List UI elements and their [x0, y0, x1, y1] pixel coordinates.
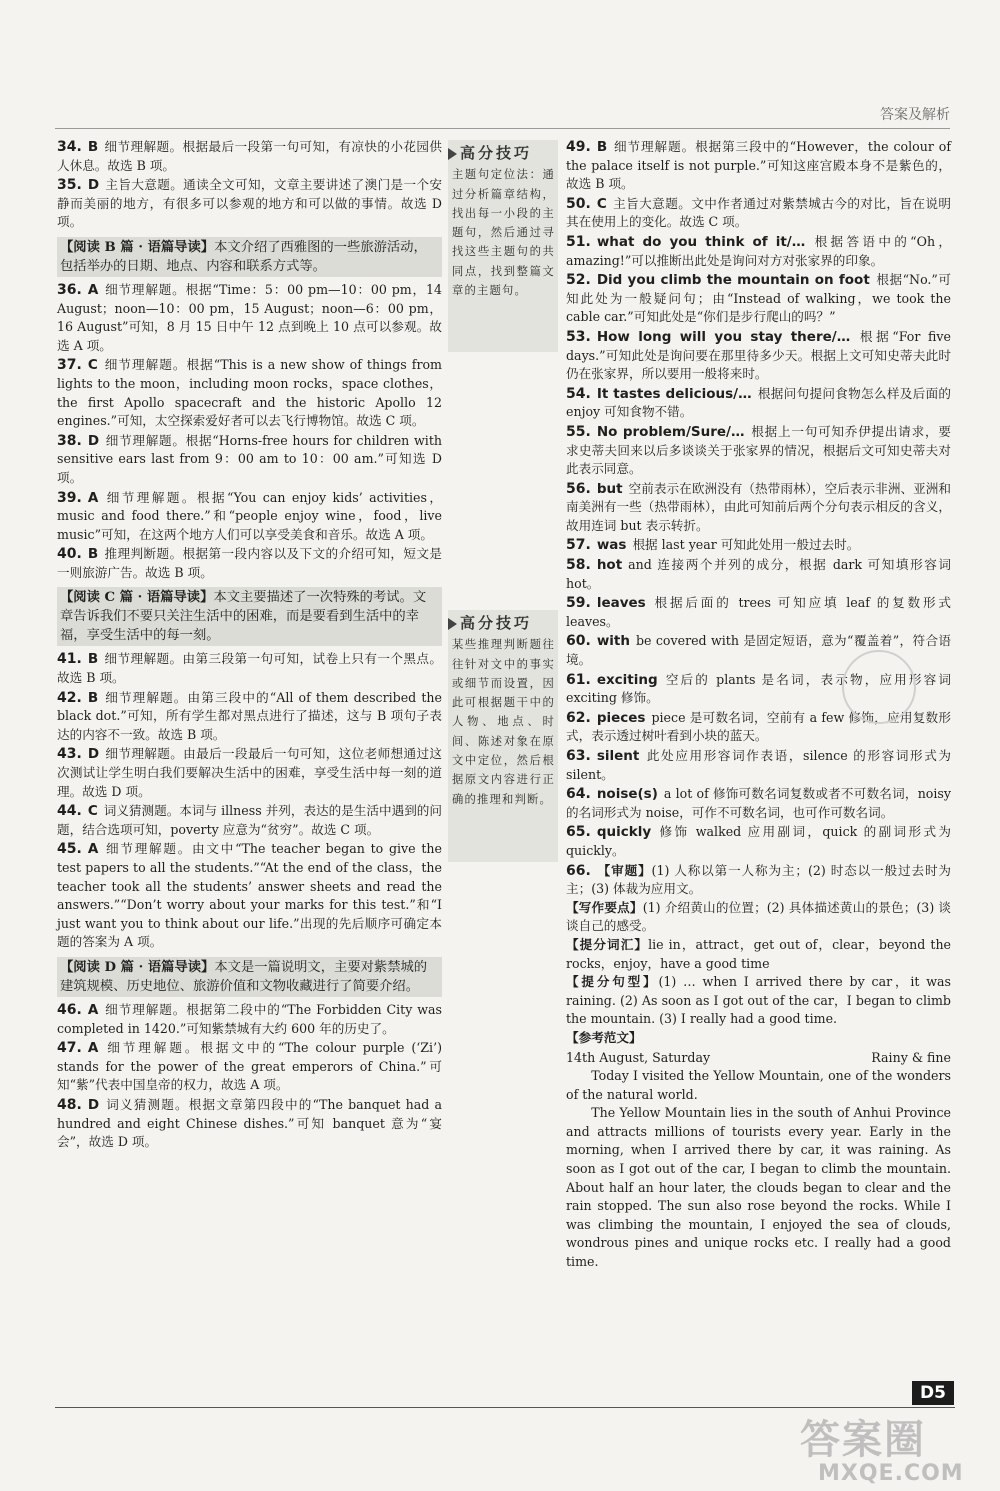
- item-answer: pieces: [596, 709, 646, 726]
- reading-guide-d: [57, 957, 442, 997]
- item-explanation: 根据“No.”可知此处为一般疑问句；由“Instead of walking，we took the cable car.”可知此处是“你们是步行爬山的吗？”: [566, 272, 952, 325]
- header-title: 答案及解析: [880, 107, 950, 123]
- item-answer: B: [87, 139, 99, 155]
- item-answer: C: [87, 357, 98, 374]
- arrow-icon: [448, 148, 457, 160]
- item-number: 64.: [566, 786, 591, 803]
- item-answer: A: [87, 489, 99, 506]
- answer-item-39: [57, 489, 442, 545]
- item-number: 63.: [566, 748, 591, 764]
- item-explanation: 细节理解题。由第三段第一句可知，试卷上只有一个黑点。故选 B 项。: [57, 651, 442, 686]
- writing-cihui: [566, 936, 951, 973]
- item-number: 34.: [57, 139, 82, 155]
- item-answer: with: [596, 633, 630, 650]
- item-number: 55.: [566, 423, 591, 440]
- item-number: 42.: [57, 689, 82, 706]
- item-number: 36.: [57, 281, 82, 298]
- item-explanation: 细节理解题。由第三段中的“All of them described the black dot.”可知，所有学生都对黑点进行了描述，这与 B 项句子表达的内容不一致。故选 B 项。: [57, 689, 442, 742]
- guide-title: 【阅读 D 篇 · 语篇导读】: [60, 959, 215, 975]
- reading-guide-b: [57, 237, 442, 277]
- answer-item-51: [566, 233, 951, 270]
- item-answer: D: [87, 1096, 100, 1113]
- writing-juxing: [566, 973, 951, 1029]
- item-number: 54.: [566, 385, 591, 402]
- answer-item-64: [566, 785, 951, 822]
- essay-paragraph: Today I visited the Yellow Mountain, one of the wonders of the natural world.: [566, 1068, 951, 1102]
- item-explanation: 根据后面的 trees 可知应填 leaf 的复数形式 leaves。: [566, 595, 951, 629]
- item-explanation: 推理判断题。根据第一段内容以及下文的介绍可知，短文是一则旅游广告。故选 B 项。: [57, 546, 442, 580]
- answer-item-43: [57, 745, 442, 801]
- item-explanation: 词义猜测题。本词与 illness 并列，表达的是生活中遇到的问题，结合选项可知，poverty 应意为“贫穷”。故选 C 项。: [57, 803, 442, 837]
- left-column: [57, 138, 442, 1153]
- item-number: 56.: [566, 480, 591, 497]
- answer-item-56: [566, 480, 951, 536]
- tip-title-text: 高分技巧: [460, 144, 533, 162]
- diary-weather: Rainy & fine: [871, 1049, 951, 1065]
- item-number: 66.: [566, 862, 591, 879]
- item-explanation: 根据答语中的“Oh，amazing!”可以推断出此处是询问对方对张家界的印象。: [566, 233, 951, 268]
- tip-body: 主题句定位法：通过分析篇章结构，找出每一小段的主题句，然后通过寻找这些主题句的共同点，找到整篇文章的主题句。: [452, 168, 555, 298]
- answer-item-65: [566, 823, 951, 860]
- juxing-label: 【提分句型】: [566, 974, 659, 990]
- item-number: 49.: [566, 139, 591, 155]
- answer-item-63: [566, 747, 951, 784]
- writing-yaodian: [566, 899, 951, 936]
- item-number: 62.: [566, 709, 591, 726]
- item-answer: D: [87, 746, 100, 763]
- item-explanation: 根据上一句可知乔伊提出请求，要求史蒂夫回来以后多谈谈关于张家界的情况，根据后文可知史蒂夫对此表示同意。: [566, 423, 951, 477]
- item-explanation: a lot of 修饰可数名词复数或者不可数名词，noisy 的名词形式为 noise，可作不可数名词，也可作可数名词。: [566, 786, 951, 820]
- item-answer: B: [87, 546, 99, 563]
- item-explanation: 细节理解题。根据文中的“The colour purple (‘Zi’) stands for the power of the great emperors of China.”可知“紫”代表中国皇帝的权力，故选 A 项。: [57, 1040, 442, 1093]
- item-answer: quickly: [596, 824, 652, 841]
- answer-item-35: [57, 176, 442, 232]
- yaodian-label: 【写作要点】: [566, 899, 643, 915]
- item-answer: D: [87, 177, 100, 194]
- item-explanation: 词义猜测题。根据文章第四段中的“The banquet had a hundred and eight Chinese dishes.”可知 banquet 意为“宴会”，故选 D 项。: [57, 1096, 442, 1150]
- answer-item-44: [57, 802, 442, 839]
- answer-item-41: [57, 650, 442, 687]
- item-explanation: 修饰 walked 应用副词，quick 的副词形式为 quickly。: [566, 824, 951, 858]
- logo-domain: MXQE.COM: [818, 1461, 964, 1486]
- guide-text: 本文是一篇说明文，主要对紫禁城的建筑规模、历史地位、旅游价值和文物收藏进行了简要介绍。: [60, 959, 428, 994]
- writing-shenti: [566, 862, 951, 899]
- answer-item-37: [57, 356, 442, 430]
- shenti-label: 【审题】: [596, 862, 652, 878]
- item-number: 52.: [566, 272, 591, 289]
- item-explanation: 细节理解题。根据“This is a new show of things from lights to the moon，including moon rocks，space clothes，the first Apollo spacecraft and the historic Apollo 12 engines.”可知，太空探索爱好者可以去飞行博物馆。故选 C 项。: [57, 357, 442, 429]
- item-answer: hot: [596, 557, 623, 574]
- item-number: 40.: [57, 546, 82, 563]
- arrow-icon: [448, 618, 457, 630]
- guide-title: 【阅读 B 篇 · 语篇导读】: [60, 239, 215, 255]
- item-number: 46.: [57, 1001, 82, 1018]
- item-answer: but: [596, 480, 623, 497]
- item-answer: A: [87, 281, 99, 298]
- essay-paragraph: The Yellow Mountain lies in the south of Anhui Province and attracts millions of tourists every year. Early in the morning, when I arrived there by car, it was raining. As soon as I got out of the car, I began to climb the mountain. About half an hour later, the clouds began to clear and the rain stopped. The sun also rose beyond the rocks. While I was climbing the mountain, I enjoyed the sea of clouds, wondrous pines and unique rocks etc. I really had a good time.: [566, 1105, 951, 1270]
- answer-item-52: [566, 271, 951, 327]
- tip-body: 某些推理判断题往往针对文中的事实或细节而设置，因此可根据题干中的人物、地点、时间、陈述对象在原文中定位，然后根据原文内容进行正确的推理和判断。: [452, 638, 555, 806]
- answer-item-46: [57, 1001, 442, 1038]
- item-number: 51.: [566, 233, 591, 250]
- item-answer: B: [87, 651, 99, 668]
- answer-item-42: [57, 689, 442, 745]
- item-explanation: 细节理解题。由文中“The teacher began to give the test papers to all the students.”“At the end of the class，the teacher took all the students’ answer sheets and read the answers.”“Don’t worry about your marks for this test.”和“I just want you to think about our life.”出现的先后顺序可确定本题的答案为 A 项。: [57, 841, 442, 950]
- answer-item-38: [57, 432, 442, 488]
- guide-text: 本文介绍了西雅图的一些旅游活动，包括举办的日期、地点、内容和联系方式等。: [60, 239, 427, 274]
- answer-item-55: [566, 423, 951, 479]
- item-number: 57.: [566, 537, 591, 554]
- cihui-label: 【提分词汇】: [566, 936, 649, 952]
- item-number: 53.: [566, 328, 591, 345]
- diary-header: [566, 1049, 951, 1068]
- item-explanation: 细节理解题。由最后一段最后一句可知，这位老师想通过这次测试让学生明白我们要解决生活中的困难，享受生活中每一刻的道理。故选 D 项。: [57, 746, 442, 799]
- reading-guide-c: [57, 587, 442, 646]
- juxing-text: (1) … when I arrived there by car，it was raining. (2) As soon as I got out of the car，I began to climb the mountain. (3) I really had a good time.: [566, 974, 952, 1027]
- side-tip-1: [448, 140, 558, 352]
- item-number: 38.: [57, 432, 82, 449]
- fanwen-label: 【参考范文】: [566, 1029, 642, 1045]
- answer-item-59: [566, 594, 951, 631]
- item-explanation: 细节理解题。根据最后一段第一句可知，有凉快的小花园供人休息。故选 B 项。: [57, 139, 442, 173]
- guide-title: 【阅读 C 篇 · 语篇导读】: [60, 590, 214, 606]
- item-number: 35.: [57, 177, 82, 194]
- item-number: 47.: [57, 1040, 82, 1057]
- diary-date: 14th August, Saturday: [566, 1049, 711, 1065]
- item-number: 60.: [566, 633, 591, 650]
- answer-item-58: [566, 556, 951, 593]
- item-explanation: 细节理解题。根据第二段中的“The Forbidden City was completed in 1420.”可知紫禁城有大约 600 年的历史了。: [57, 1001, 442, 1036]
- shenti-text: (1) 人称以第一人称为主；(2) 时态以一般过去时为主；(3) 体裁为应用文。: [566, 862, 951, 897]
- item-answer: noise(s): [596, 786, 658, 803]
- header-rule: [55, 128, 950, 129]
- cihui-text: lie in，attract，get out of，clear，beyond the rocks，enjoy，have a good time: [566, 936, 952, 971]
- answer-item-57: [566, 536, 951, 555]
- item-explanation: and 连接两个并列的成分，根据 dark 可知填形容词 hot。: [566, 557, 951, 591]
- item-explanation: be covered with 是固定短语，意为“覆盖着”，符合语境。: [566, 633, 951, 668]
- item-explanation: 根据问句提问食物怎么样及后面的 enjoy 可知食物不错。: [566, 385, 951, 420]
- writing-section: [566, 862, 951, 1272]
- answer-item-50: [566, 195, 951, 232]
- item-answer: exciting: [596, 671, 658, 688]
- item-answer: How long will you stay there/…: [596, 328, 851, 345]
- writing-fanwen-label: [566, 1029, 951, 1048]
- answer-item-49: [566, 138, 951, 194]
- item-explanation: 空前表示在欧洲没有（热带雨林），空后表示非洲、亚洲和南美洲有一些（热带雨林），由此可知前后两个分句表示相反的含义，故用连词 but 表示转折。: [566, 480, 951, 533]
- item-answer: Did you climb the mountain on foot: [596, 272, 870, 289]
- item-number: 48.: [57, 1096, 82, 1113]
- item-number: 43.: [57, 746, 82, 763]
- answer-item-34: [57, 138, 442, 175]
- answer-item-36: [57, 281, 442, 355]
- item-explanation: 主旨大意题。通读全文可知，文章主要讲述了澳门是一个安静而美丽的地方，有很多可以参观的地方和可以做的事情。故选 D 项。: [57, 177, 442, 230]
- stamp-watermark: [842, 650, 916, 724]
- item-explanation: 此处应用形容词作表语，silence 的形容词形式为 silent。: [566, 748, 951, 782]
- page-number: D5: [912, 1381, 954, 1405]
- item-number: 37.: [57, 357, 82, 374]
- answer-item-48: [57, 1096, 442, 1152]
- item-number: 50.: [566, 195, 591, 212]
- item-explanation: 细节理解题。根据第三段中的“However，the colour of the palace itself is not purple.”可知这座宫殿本身不是紫色的，故选 B 项。: [566, 139, 951, 192]
- logo-chars: 答案圈: [800, 1417, 926, 1463]
- item-explanation: 细节理解题。根据“You can enjoy kids’ activities，music and food there.”和“people enjoy wine，food，live music”可知，在这两个地方人们可以享受美食和音乐。故选 A 项。: [57, 489, 442, 542]
- item-explanation: 空后的 plants 是名词，表示物，应用形容词 exciting 修饰。: [566, 671, 951, 706]
- tip-title: [448, 610, 558, 635]
- item-answer: It tastes delicious/…: [596, 385, 752, 402]
- item-answer: was: [596, 537, 627, 554]
- item-explanation: piece 是可数名词，空前有 a few 修饰，应用复数形式，表示透过树叶看到小块的蓝天。: [566, 709, 951, 744]
- item-answer: A: [87, 1040, 99, 1057]
- answer-item-40: [57, 545, 442, 582]
- item-number: 41.: [57, 651, 82, 668]
- answer-item-47: [57, 1039, 442, 1095]
- item-answer: A: [87, 841, 99, 858]
- item-number: 61.: [566, 671, 591, 688]
- item-number: 39.: [57, 489, 82, 506]
- item-answer: leaves: [596, 595, 646, 612]
- answer-item-54: [566, 385, 951, 422]
- item-answer: A: [87, 1001, 99, 1018]
- answer-item-53: [566, 328, 951, 384]
- item-answer: what do you think of it/…: [596, 233, 806, 250]
- guide-text: 本文主要描述了一次特殊的考试。文章告诉我们不要只关注生活中的困难，而是要看到生活中的幸福，享受生活中的每一刻。: [60, 590, 427, 644]
- item-number: 59.: [566, 595, 591, 612]
- site-logo-watermark: [800, 1408, 990, 1486]
- item-explanation: 根据“For five days.”可知此处是询问要在那里待多少天。根据上文可知史蒂夫此时仍在张家界，所以要用一般将来时。: [566, 328, 951, 382]
- item-explanation: 根据 last year 可知此处用一般过去时。: [632, 537, 860, 553]
- item-answer: C: [87, 803, 98, 820]
- side-tip-2: [448, 610, 558, 862]
- item-number: 58.: [566, 557, 591, 574]
- yaodian-text: (1) 介绍黄山的位置；(2) 具体描述黄山的景色；(3) 谈谈自己的感受。: [566, 899, 952, 934]
- tip-title: [448, 140, 558, 165]
- item-answer: No problem/Sure/…: [596, 423, 745, 440]
- answer-item-45: [57, 840, 442, 952]
- item-answer: silent: [596, 748, 640, 764]
- item-explanation: 细节理解题。根据“Time：5：00 pm—10：00 pm，14 August；noon—10：00 pm，15 August；noon—6：00 pm，16 August”可知，8 月 15 日中午 12 点到晚上 10 点可以参观。故选 A 项。: [57, 281, 442, 353]
- item-answer: B: [87, 689, 99, 706]
- item-answer: C: [596, 195, 607, 212]
- item-number: 44.: [57, 803, 82, 820]
- item-answer: B: [596, 139, 608, 155]
- item-number: 65.: [566, 824, 591, 841]
- tip-title-text: 高分技巧: [460, 614, 533, 632]
- item-explanation: 细节理解题。根据“Horns-free hours for children with sensitive ears last from 9：00 am to 10：00 am.”可知选 D 项。: [57, 432, 442, 485]
- item-explanation: 主旨大意题。文中作者通过对紫禁城古今的对比，旨在说明其在使用上的变化。故选 C 项。: [566, 195, 951, 230]
- item-number: 45.: [57, 841, 82, 858]
- item-answer: D: [87, 432, 100, 449]
